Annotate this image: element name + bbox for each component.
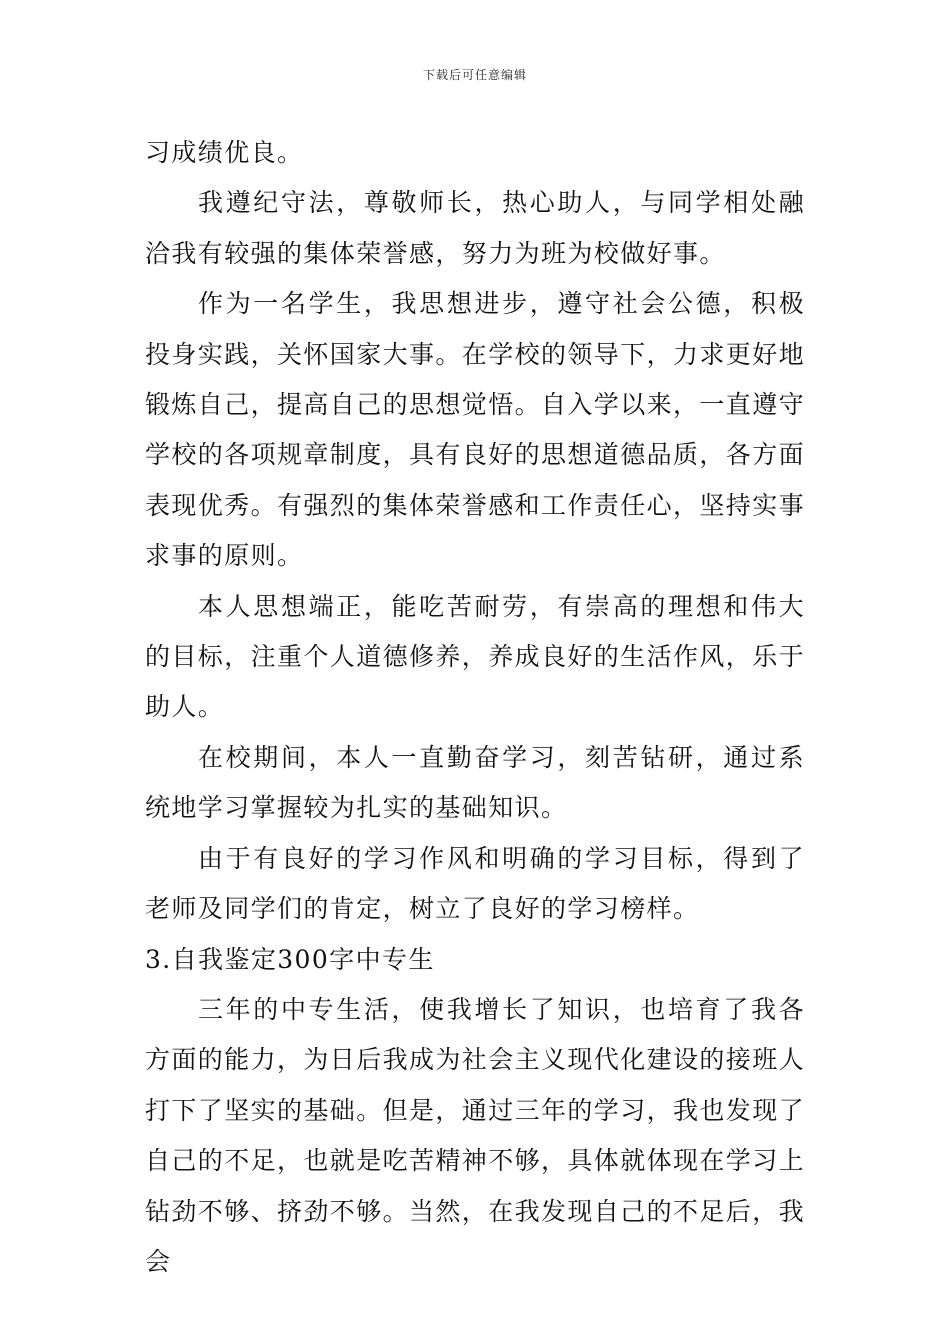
paragraph-study: 在校期间，本人一直勤奋学习，刻苦钻研，通过系统地学习掌握较为扎实的基础知识。 (145, 742, 805, 823)
paragraph-recognition: 由于有良好的学习作风和明确的学习目标，得到了老师及同学们的肯定，树立了良好的学习榜样。 (145, 843, 805, 924)
document-body (145, 128, 805, 1287)
paragraph-three-years: 三年的中专生活，使我增长了知识，也培育了我各方面的能力，为日后我成为社会主义现代化建设的接班人打下了坚实的基础。但是，通过三年的学习，我也发现了自己的不足，也就是吃苦精神不够，具体就体现在学习上钻劲不够、挤劲不够。当然，在我发现自己的不足后，我会 (145, 994, 806, 1276)
paragraph-student-conduct: 作为一名学生，我思想进步，遵守社会公德，积极投身实践，关怀国家大事。在学校的领导下，力求更好地锻炼自己，提高自己的思想觉悟。自入学以来，一直遵守学校的各项规章制度，具有良好的思想道德品质，各方面表现优秀。有强烈的集体荣誉感和工作责任心，坚持实事求事的原则。 (145, 289, 806, 571)
section-heading: 3.自我鉴定300字中专生 (145, 944, 435, 974)
paragraph-character: 本人思想端正，能吃苦耐劳，有崇高的理想和伟大的目标，注重个人道德修养，养成良好的生活作风，乐于助人。 (145, 591, 806, 722)
paragraph-continuation: 习成绩优良。 (145, 138, 304, 167)
paragraph-discipline: 我遵纪守法，尊敬师长，热心助人，与同学相处融洽我有较强的集体荣誉感，努力为班为校做好事。 (145, 188, 805, 268)
header-note: 下载后可任意编辑 (422, 68, 527, 82)
